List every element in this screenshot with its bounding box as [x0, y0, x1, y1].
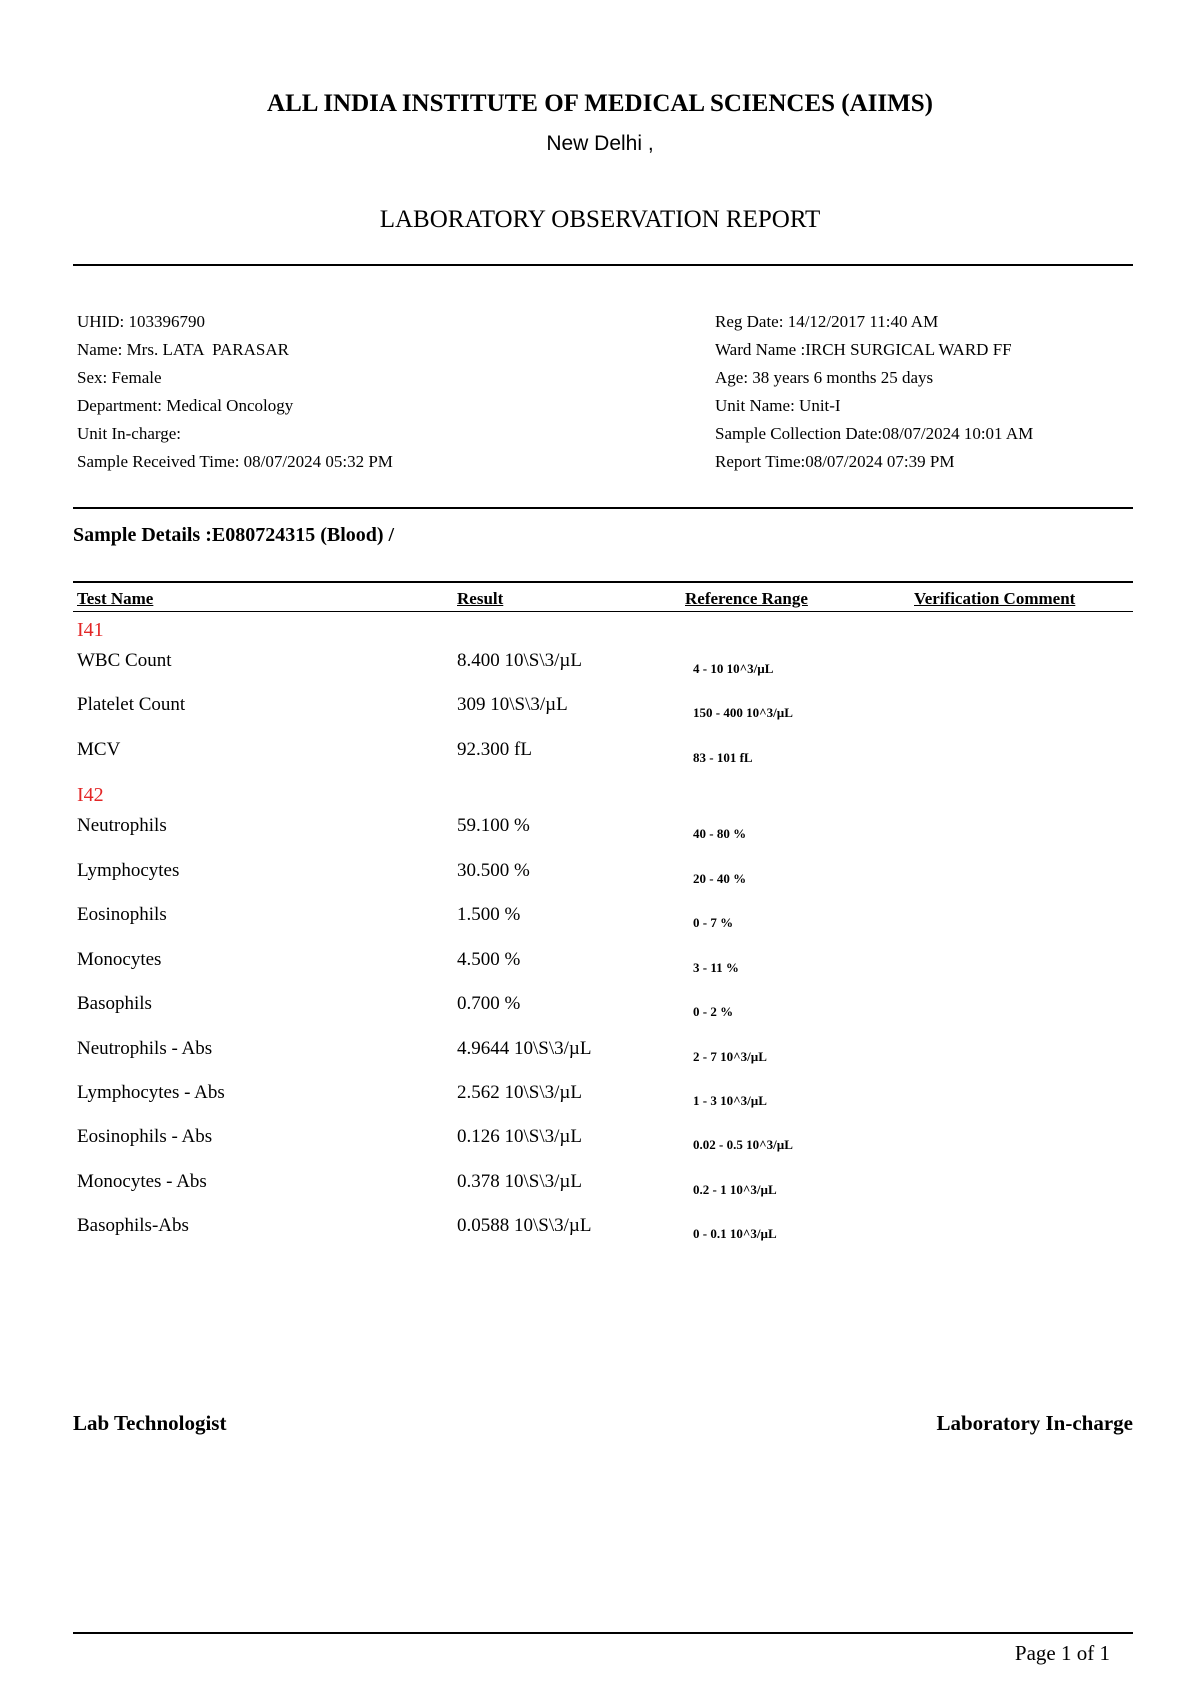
institute-name: ALL INDIA INSTITUTE OF MEDICAL SCIENCES (AIIMS): [267, 90, 933, 117]
test-reference-range: 0 - 2 %: [693, 1004, 734, 1019]
ward-name-field: Ward Name :IRCH SURGICAL WARD FF: [715, 340, 1012, 359]
patient-info-left: [77, 308, 393, 476]
test-result: 4.500 %: [457, 949, 521, 970]
header-result: Result: [457, 589, 504, 608]
test-reference-range: 40 - 80 %: [693, 826, 747, 841]
header-divider: [73, 264, 1133, 266]
test-name: Basophils-Abs: [77, 1215, 189, 1236]
header-verification-comment: Verification Comment: [914, 589, 1076, 608]
footer-divider: [73, 1632, 1133, 1634]
age-field: Age: 38 years 6 months 25 days: [715, 368, 934, 387]
sample-collection-field: Sample Collection Date:08/07/2024 10:01 AM: [715, 424, 1034, 443]
test-name: Neutrophils: [77, 815, 167, 836]
test-name: Eosinophils: [77, 904, 167, 925]
test-name: Basophils: [77, 993, 152, 1014]
header-test-name: Test Name: [77, 589, 154, 608]
test-name: MCV: [77, 739, 121, 760]
sex-field: Sex: Female: [77, 368, 162, 387]
test-result: 4.9644 10\S\3/µL: [457, 1038, 592, 1059]
test-name: Neutrophils - Abs: [77, 1038, 213, 1059]
test-reference-range: 3 - 11 %: [693, 960, 739, 975]
test-reference-range: 0 - 7 %: [693, 915, 734, 930]
test-result: 59.100 %: [457, 815, 530, 836]
department-field: Department: Medical Oncology: [77, 396, 294, 415]
test-reference-range: 0 - 0.1 10^3/µL: [693, 1226, 777, 1241]
test-reference-range: 0.02 - 0.5 10^3/µL: [693, 1137, 793, 1152]
test-result: 1.500 %: [457, 904, 521, 925]
test-reference-range: 4 - 10 10^3/µL: [693, 661, 774, 676]
test-result: 8.400 10\S\3/µL: [457, 650, 582, 671]
test-name: Monocytes: [77, 949, 162, 970]
test-reference-range: 2 - 7 10^3/µL: [693, 1049, 767, 1064]
test-reference-range: 1 - 3 10^3/µL: [693, 1093, 767, 1108]
unit-name-field: Unit Name: Unit-I: [715, 396, 841, 415]
sample-received-field: Sample Received Time: 08/07/2024 05:32 PM: [77, 452, 393, 471]
table-top-divider: [73, 581, 1133, 583]
uhid-field: UHID: 103396790: [77, 312, 205, 331]
test-result: 30.500 %: [457, 860, 530, 881]
test-result: 0.700 %: [457, 993, 521, 1014]
test-result: 0.0588 10\S\3/µL: [457, 1215, 592, 1236]
header-reference-range: Reference Range: [685, 589, 808, 608]
info-divider: [73, 507, 1133, 509]
test-result: 309 10\S\3/µL: [457, 694, 568, 715]
report-title: LABORATORY OBSERVATION REPORT: [379, 206, 821, 233]
page-number: Page 1 of 1: [1014, 1641, 1110, 1665]
patient-name-field: Name: Mrs. LATA PARASAR: [77, 340, 289, 359]
group-code: I41: [77, 619, 104, 641]
test-result: 2.562 10\S\3/µL: [457, 1082, 582, 1103]
test-reference-range: 150 - 400 10^3/µL: [693, 705, 793, 720]
unit-incharge-field: Unit In-charge:: [77, 424, 182, 443]
test-name: WBC Count: [77, 650, 172, 671]
reg-date-field: Reg Date: 14/12/2017 11:40 AM: [715, 312, 939, 331]
test-result: 0.378 10\S\3/µL: [457, 1171, 582, 1192]
patient-info-right: [715, 308, 1033, 476]
test-name: Lymphocytes: [77, 860, 180, 881]
test-reference-range: 20 - 40 %: [693, 871, 747, 886]
test-name: Eosinophils - Abs: [77, 1126, 213, 1147]
test-reference-range: 83 - 101 fL: [693, 750, 753, 765]
institute-city: New Delhi ,: [546, 132, 654, 155]
group-code: I42: [77, 784, 104, 806]
report-time-field: Report Time:08/07/2024 07:39 PM: [715, 452, 955, 471]
laboratory-incharge-signature: Laboratory In-charge: [936, 1411, 1133, 1435]
sample-details: Sample Details :E080724315 (Blood) /: [73, 524, 395, 546]
lab-technologist-signature: Lab Technologist: [73, 1411, 227, 1435]
test-name: Monocytes - Abs: [77, 1171, 207, 1192]
table-header-underline: [73, 611, 1133, 612]
test-result: 0.126 10\S\3/µL: [457, 1126, 582, 1147]
test-result: 92.300 fL: [457, 739, 532, 760]
test-reference-range: 0.2 - 1 10^3/µL: [693, 1182, 777, 1197]
test-name: Platelet Count: [77, 694, 186, 715]
test-name: Lymphocytes - Abs: [77, 1082, 225, 1103]
